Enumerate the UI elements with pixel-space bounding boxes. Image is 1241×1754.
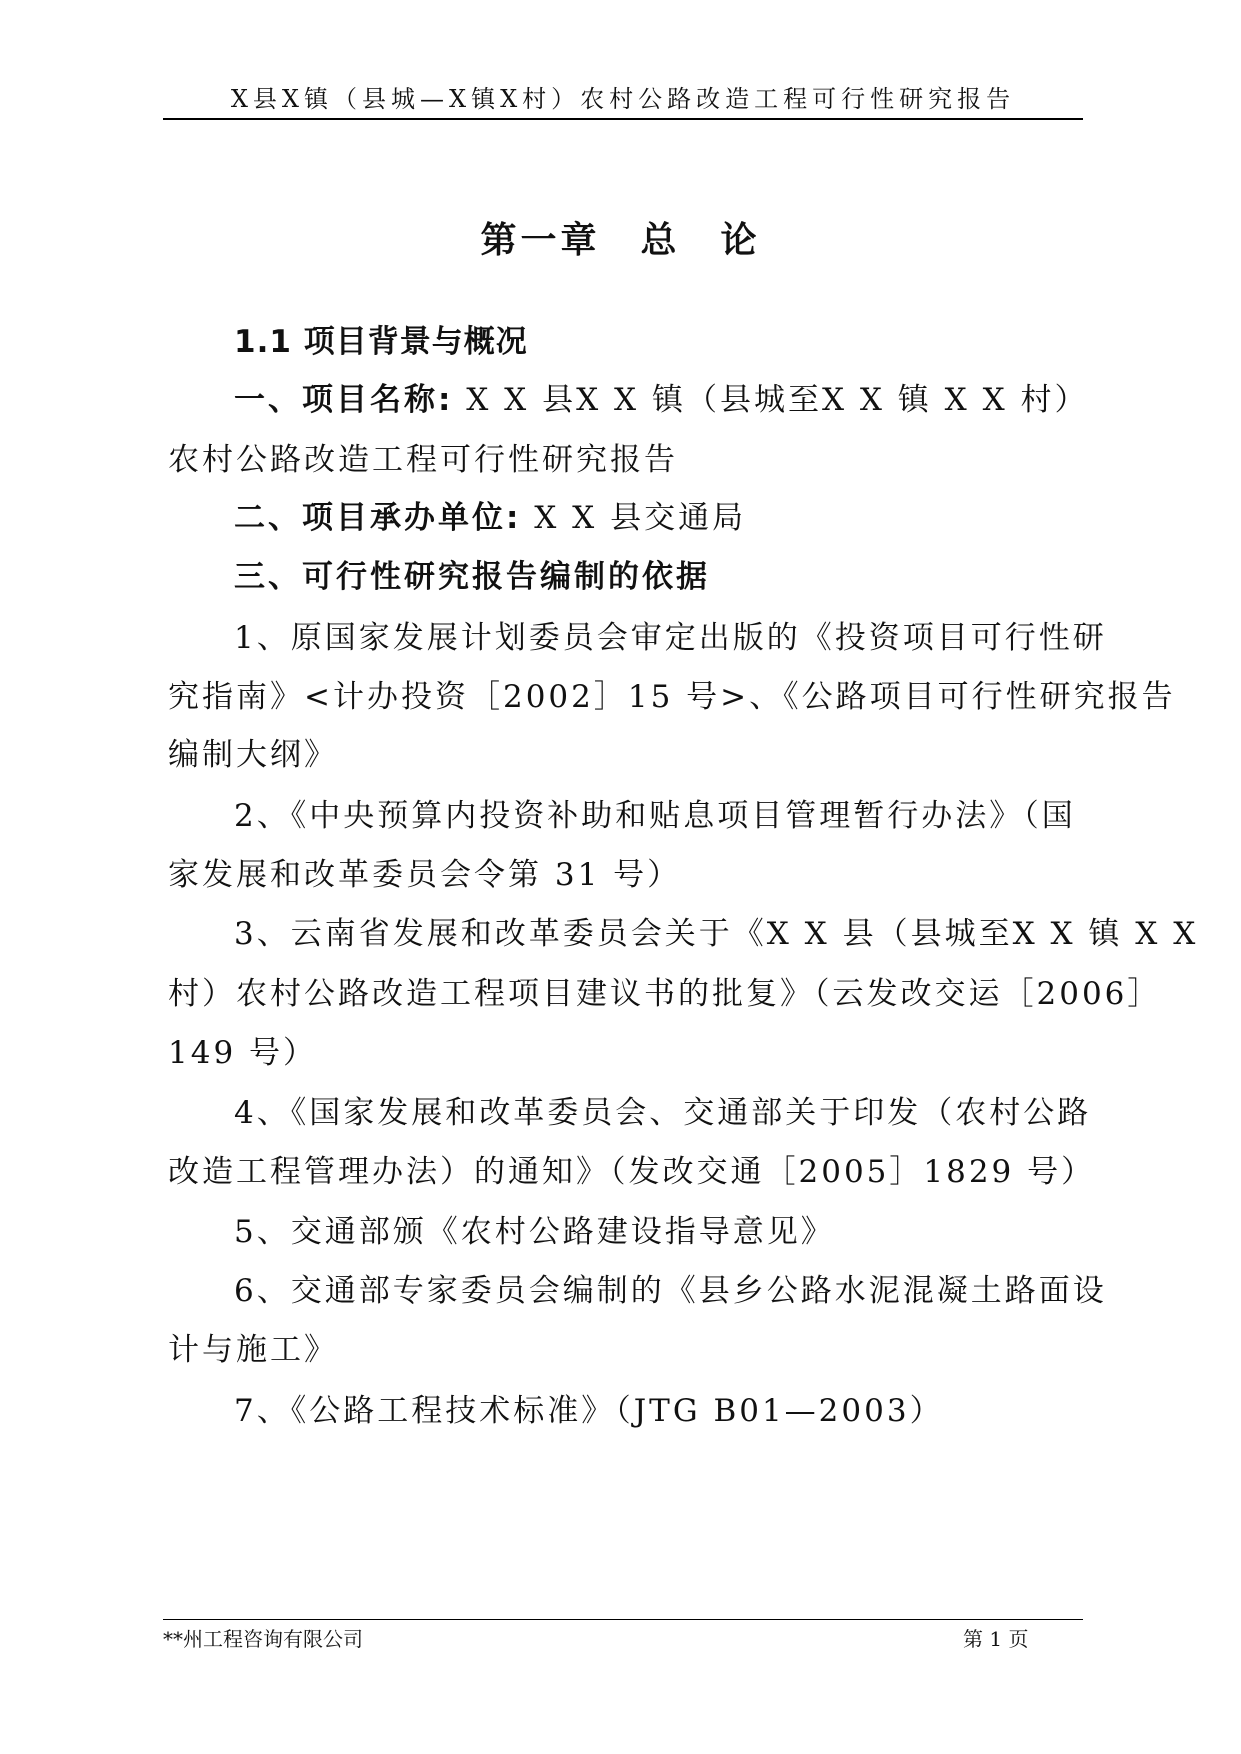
project-name-line: [234, 380, 1089, 420]
undertaker-line: [234, 498, 746, 538]
basis-item-3-line-3: 149 号）: [168, 1035, 318, 1071]
basis-heading: 三、可行性研究报告编制的依据: [234, 559, 710, 595]
undertaker-value: X X 县交通局: [521, 500, 747, 536]
project-name-value: X X 县X X 镇（县城至X X 镇 X X 村）: [453, 382, 1089, 418]
chapter-title: 第一章 总 论: [480, 219, 761, 261]
basis-item-1-line-1: 1、原国家发展计划委员会审定出版的《投资项目可行性研: [234, 620, 1107, 656]
basis-item-6-line-1: 6、交通部专家委员会编制的《县乡公路水泥混凝土路面设: [234, 1273, 1107, 1309]
undertaker-label: 二、项目承办单位:: [234, 500, 522, 536]
basis-item-6-line-2: 计与施工》: [168, 1332, 338, 1368]
section-heading: 1.1 项目背景与概况: [234, 324, 528, 360]
footer-page-number: 第 1 页: [963, 1627, 1029, 1651]
basis-item-7-line-1: 7、《公路工程技术标准》（JTG B01—2003）: [234, 1393, 944, 1429]
basis-item-2-line-1: 2、《中央预算内投资补助和贴息项目管理暂行办法》（国: [234, 798, 1076, 834]
project-name-value-continued: 农村公路改造工程可行性研究报告: [168, 442, 678, 478]
basis-item-2-line-2: 家发展和改革委员会令第 31 号）: [168, 857, 682, 893]
basis-item-3-line-2: 村）农村公路改造工程项目建议书的批复》（云发改交运［2006］: [168, 976, 1162, 1012]
header-divider: [163, 118, 1083, 120]
footer-divider: [163, 1619, 1083, 1620]
basis-item-3-line-1: 3、云南省发展和改革委员会关于《X X 县（县城至X X 镇 X X: [234, 916, 1199, 952]
basis-item-1-line-3: 编制大纲》: [168, 737, 338, 773]
basis-item-4-line-1: 4、《国家发展和改革委员会、交通部关于印发（农村公路: [234, 1095, 1092, 1131]
basis-item-1-line-2: 究指南》<计办投资［2002］15 号>、《公路项目可行性研究报告: [168, 679, 1176, 715]
page-header-title: X县X镇（县城—X镇X村）农村公路改造工程可行性研究报告: [230, 85, 1016, 113]
project-name-label: 一、项目名称:: [234, 382, 454, 418]
basis-item-4-line-2: 改造工程管理办法）的通知》（发改交通［2005］1829 号）: [168, 1154, 1096, 1190]
footer-company: **州工程咨询有限公司: [163, 1627, 363, 1651]
basis-item-5-line-1: 5、交通部颁《农村公路建设指导意见》: [234, 1214, 835, 1250]
